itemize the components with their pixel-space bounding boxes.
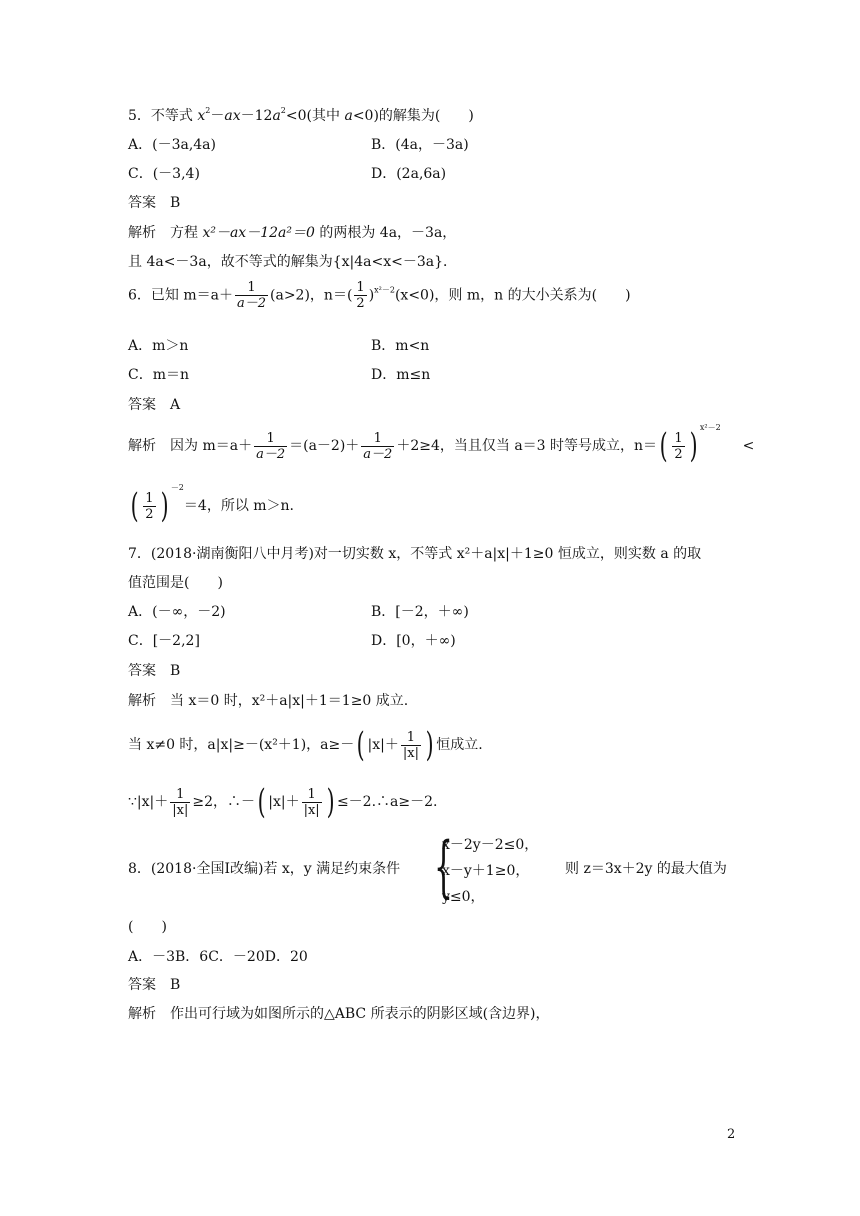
q6-option-c: C．m＝n bbox=[128, 367, 190, 383]
q6-answer: 答案 A bbox=[128, 397, 181, 413]
q7-option-a: A．(－∞，－2) bbox=[128, 604, 226, 620]
fraction-half: $\frac{1}{2}$ bbox=[356, 280, 365, 311]
q5-answer: 答案 B bbox=[128, 195, 181, 211]
q6-option-d: D．m≤n bbox=[371, 367, 431, 383]
fraction-half: $\frac{1}{2}$ bbox=[674, 430, 683, 462]
q8-paren: ( ) bbox=[128, 919, 167, 935]
q7-stem-line1: 7．(2018·湖南衡阳八中月考)对一切实数 x，不等式 x²＋a|x|＋1≥0 恒成立，则实数 a 的取 bbox=[128, 546, 702, 562]
q8-options: A．－3B．6C．－20D．20 bbox=[128, 949, 308, 965]
q7-solution-line2: 当 x≠0 时，a|x|≥－(x²＋1)，a≥－( |x|＋ $\frac{1}{|x|}$ ) 恒成立. bbox=[128, 725, 483, 765]
q6-solution-line2: ( $\frac{1}{2}$ ) $^{-2}$＝4，所以 m＞n. bbox=[130, 483, 295, 526]
q5-option-c: C．(－3,4) bbox=[128, 166, 200, 182]
q8-stem: 8．(2018·全国Ⅰ改编)若 x，y 满足约束条件 bbox=[128, 861, 401, 877]
q6-stem: 6．已知 m＝a＋ $\frac{1}{a-2}$ (a>2)，n＝( $\frac{1}{2}$ )$^{x^2-2}$(x<0)，则 m，n 的大小关系为( ) bbox=[128, 280, 631, 311]
fraction: $\frac{1}{a-2}$ bbox=[363, 430, 393, 462]
q7-stem-line2: 值范围是( ) bbox=[128, 575, 223, 591]
q6-option-b: B．m<n bbox=[371, 338, 430, 354]
q6-solution-line1: 解析 因为 m＝a＋ $\frac{1}{a-2}$ ＝(a－2)＋ $\frac{1}{a-2}$ ＋2≥4，当且仅当 a＝3 时等号成立，n＝( $\frac{1}{2}$ ) $^{x^2-2}$< bbox=[128, 423, 755, 466]
q5-option-b: B．(4a，－3a) bbox=[371, 137, 469, 153]
q7-option-c: C．[－2,2] bbox=[128, 633, 200, 649]
fraction: $\frac{1}{|x|}$ bbox=[172, 786, 189, 818]
q6-option-a: A．m＞n bbox=[128, 338, 189, 354]
q7-option-d: D．[0，＋∞) bbox=[371, 633, 456, 649]
q7-answer: 答案 B bbox=[128, 663, 181, 679]
fraction: $\frac{1}{a-2}$ bbox=[236, 280, 267, 311]
q7-solution-line3: ∵|x|＋ $\frac{1}{|x|}$ ≥2，∴－( |x|＋ $\frac{1}{|x|}$ ) ≤－2.∴a≥－2. bbox=[128, 782, 438, 822]
constraint-3: y≤0， bbox=[442, 889, 485, 905]
q8-solution: 解析 作出可行域为如图所示的△ABC 所表示的阴影区域(含边界)， bbox=[128, 1006, 550, 1022]
q5-stem: 5．不等式 $x^2-ax-12a^2<0$(其中 a<0)的解集为( ) bbox=[128, 106, 474, 124]
constraint-1: x－2y－2≤0， bbox=[442, 837, 539, 853]
q7-option-b: B．[－2，＋∞) bbox=[371, 604, 469, 620]
page-number: 2 bbox=[727, 1127, 736, 1142]
q7-solution-line1: 解析 当 x＝0 时，x²＋a|x|＋1＝1≥0 成立. bbox=[128, 693, 409, 709]
q8-answer: 答案 B bbox=[128, 977, 181, 993]
system-brace: { bbox=[434, 828, 453, 905]
fraction-half: $\frac{1}{2}$ bbox=[145, 490, 154, 522]
q8-stem-tail: 则 z＝3x＋2y 的最大值为 bbox=[565, 861, 727, 877]
fraction: $\frac{1}{|x|}$ bbox=[402, 729, 419, 761]
q5-option-d: D．(2a,6a) bbox=[371, 166, 447, 182]
q5-solution-line1: 解析 方程 x²－ax－12a²＝0 的两根为 4a，－3a， bbox=[128, 225, 457, 241]
constraint-2: x－y＋1≥0， bbox=[442, 863, 530, 879]
fraction: $\frac{1}{|x|}$ bbox=[303, 786, 320, 818]
q5-solution-line2: 且 4a<－3a，故不等式的解集为{x|4a<x<－3a}． bbox=[128, 254, 457, 270]
fraction: $\frac{1}{a-2}$ bbox=[256, 430, 286, 462]
q5-option-a: A．(－3a,4a) bbox=[128, 137, 216, 153]
